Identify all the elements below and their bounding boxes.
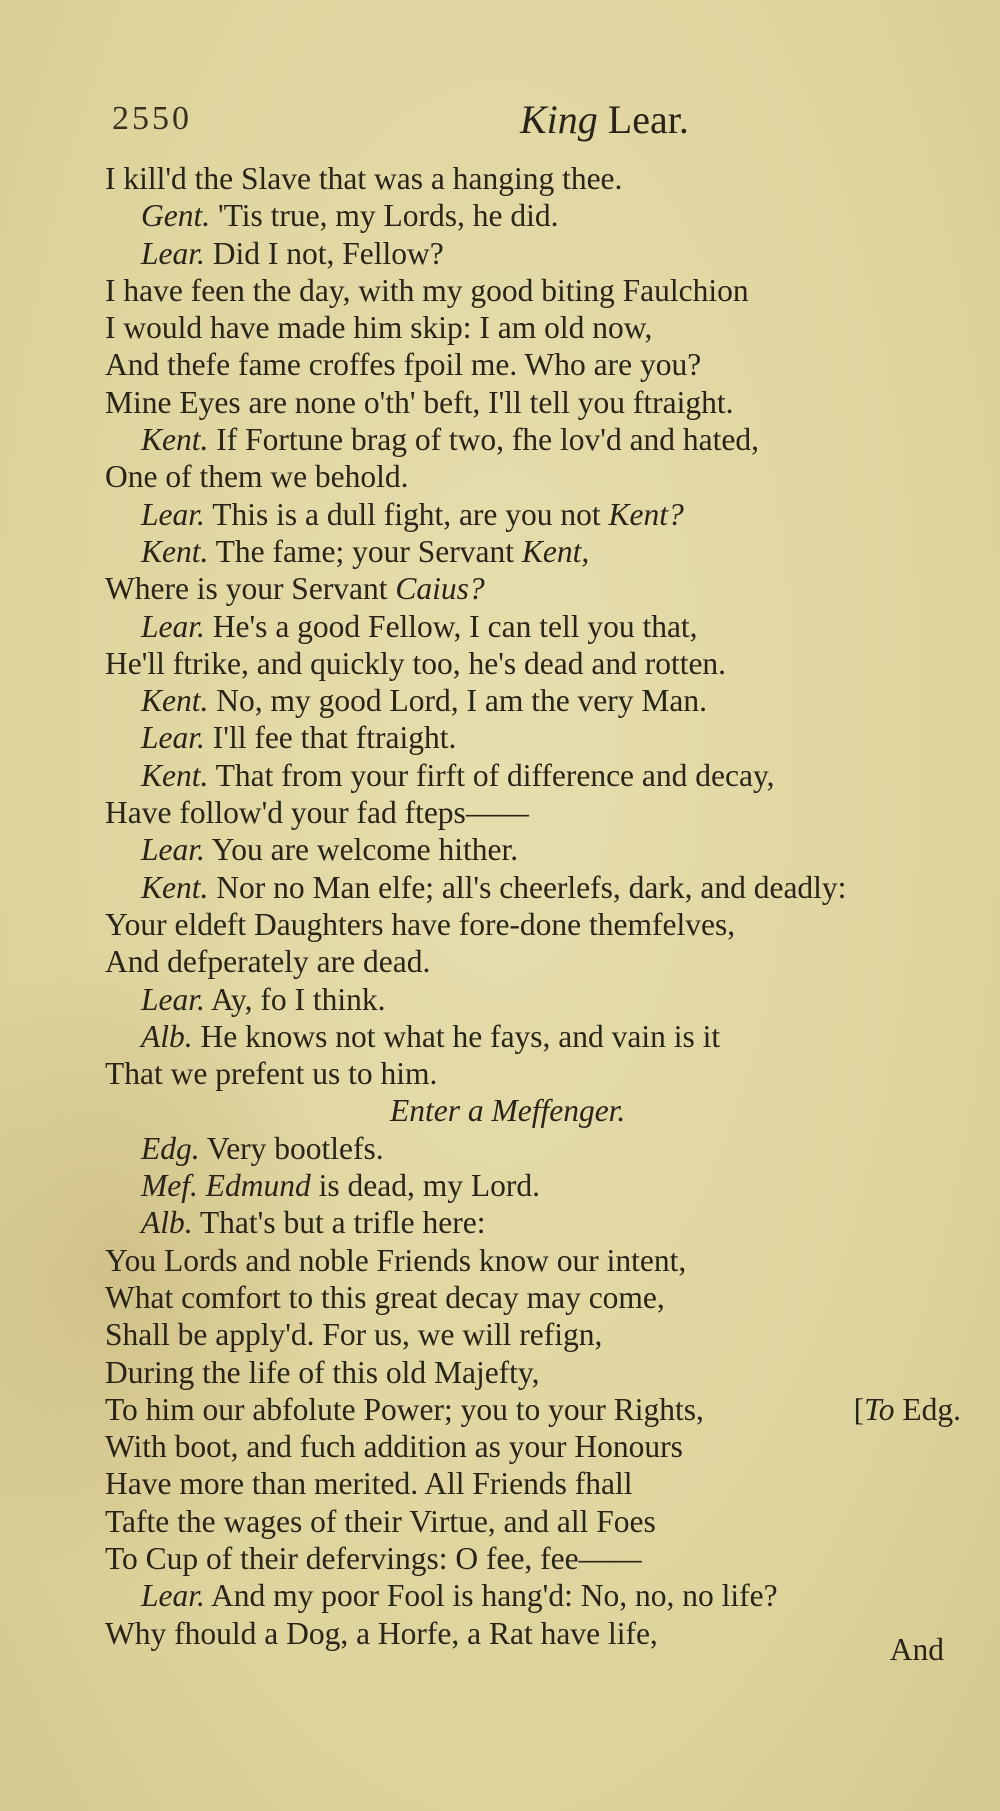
speech-line <box>105 1018 955 1055</box>
italic-name: Edmund <box>197 1168 311 1204</box>
line-text: He knows not what he fays, and vain is it <box>192 1018 721 1054</box>
line-text: Have follow'd your fad fteps—— <box>105 795 529 831</box>
line-text: is dead, my Lord. <box>310 1168 540 1204</box>
verse-line <box>105 1391 961 1428</box>
line-text: Shall be apply'd. For us, we will refign, <box>105 1317 603 1353</box>
line-text: No, my good Lord, I am the very Man. <box>208 683 708 719</box>
aside-direction <box>854 1391 961 1428</box>
speech-line <box>105 496 955 533</box>
speaker-name: Lear. <box>141 832 205 868</box>
verse-line <box>105 458 955 495</box>
line-text: 'Tis true, my Lords, he did. <box>210 198 559 234</box>
verse-line <box>105 645 955 682</box>
verse-line <box>105 1316 955 1353</box>
verse-line <box>105 1242 955 1279</box>
verse-line <box>105 1465 955 1502</box>
speaker-name: Lear. <box>141 981 205 1017</box>
verse-line <box>105 794 955 831</box>
speech-line <box>105 719 955 756</box>
line-text: That we prefent us to him. <box>105 1056 438 1092</box>
verse-line <box>105 906 955 943</box>
line-text: He's a good Fellow, I can tell you that, <box>204 608 698 644</box>
verse-line <box>105 1615 955 1652</box>
speaker-name: Gent. <box>141 198 211 234</box>
line-text: You Lords and noble Friends know our intent, <box>105 1242 687 1278</box>
line-text: With boot, and fuch addition as your Honours <box>105 1429 683 1465</box>
line-text: This is a dull fight, are you not <box>204 496 609 532</box>
line-text: To him our abfolute Power; you to your Rights, <box>105 1391 704 1427</box>
verse-line <box>105 1428 955 1465</box>
italic-name: Kent? <box>608 496 684 532</box>
speech-line <box>105 421 955 458</box>
line-text: To Cup of their defervings: O fee, fee—— <box>105 1540 642 1576</box>
play-text <box>105 160 961 1652</box>
line-text: Did I not, Fellow? <box>204 235 444 271</box>
line-text: He'll ftrike, and quickly too, he's dead and rotten. <box>105 645 727 681</box>
running-title <box>520 96 689 143</box>
speech-line <box>105 197 955 234</box>
verse-line <box>105 309 955 346</box>
verse-line <box>105 570 955 607</box>
line-text: And defperately are dead. <box>105 944 431 980</box>
speaker-name: Lear. <box>141 720 205 756</box>
line-text: Mine Eyes are none o'th' beft, I'll tell you ftraight. <box>105 384 734 420</box>
speech-line <box>105 1204 955 1241</box>
speaker-name: Lear. <box>141 235 205 271</box>
aside-bracket: [ <box>853 1391 865 1427</box>
line-text: Tafte the wages of their Virtue, and all Foes <box>105 1503 656 1539</box>
running-title-italic: King <box>520 97 598 142</box>
speaker-name: Mef. <box>141 1168 198 1204</box>
line-text: Nor no Man elfe; all's cheerlefs, dark, and deadly: <box>208 869 847 905</box>
line-text: The fame; your Servant <box>208 533 522 569</box>
verse-line <box>105 1279 955 1316</box>
speech-line <box>105 831 955 868</box>
speaker-name: Alb. <box>141 1205 193 1241</box>
line-text: I'll fee that ftraight. <box>204 720 457 756</box>
verse-line <box>105 1503 955 1540</box>
line-text: During the life of this old Majefty, <box>105 1354 540 1390</box>
speaker-name: Kent. <box>141 422 209 458</box>
speaker-name: Lear. <box>141 1578 205 1614</box>
speaker-name: Lear. <box>141 608 205 644</box>
line-text: What comfort to this great decay may come, <box>105 1279 665 1315</box>
speech-line <box>105 533 955 570</box>
speaker-name: Alb. <box>141 1018 193 1054</box>
line-text: Have more than merited. All Friends fhall <box>105 1466 633 1502</box>
speaker-name: Kent. <box>141 757 209 793</box>
speech-line <box>105 757 955 794</box>
line-text: I would have made him skip: I am old now, <box>105 310 653 346</box>
line-text: Your eldeft Daughters have fore-done themfelves, <box>105 906 736 942</box>
verse-line <box>105 1540 955 1577</box>
speaker-name: Kent. <box>141 869 209 905</box>
page-number: 2550 <box>112 100 192 137</box>
speaker-name: Lear. <box>141 496 205 532</box>
line-text: That from your firft of difference and decay, <box>208 757 775 793</box>
speaker-name: Kent. <box>141 533 209 569</box>
line-text: And thefe fame croffes fpoil me. Who are you? <box>105 347 702 383</box>
speech-line <box>105 608 955 645</box>
line-text: That's but a trifle here: <box>192 1205 486 1241</box>
speech-line <box>105 1577 955 1614</box>
line-text: Very bootlefs. <box>199 1130 384 1166</box>
line-text: I have feen the day, with my good biting Faulchion <box>105 272 749 308</box>
running-title-roman: Lear. <box>607 97 689 142</box>
speech-line <box>105 869 955 906</box>
page-header <box>112 96 942 154</box>
verse-line <box>105 346 955 383</box>
speech-line <box>105 1130 955 1167</box>
stage-direction <box>105 1092 955 1129</box>
verse-line <box>105 1055 955 1092</box>
speech-line <box>105 981 955 1018</box>
verse-line <box>105 943 955 980</box>
line-text: Why fhould a Dog, a Horfe, a Rat have life, <box>105 1615 658 1651</box>
verse-line <box>105 160 955 197</box>
speech-line <box>105 1167 955 1204</box>
line-text: Where is your Servant <box>105 571 396 607</box>
verse-line <box>105 384 955 421</box>
line-text: I kill'd the Slave that was a hanging thee. <box>105 161 623 196</box>
line-text: And my poor Fool is hang'd: No, no, no life? <box>204 1578 778 1614</box>
verse-line <box>105 1354 955 1391</box>
italic-name: Kent, <box>521 533 590 569</box>
speech-line <box>105 235 955 272</box>
aside-italic: To <box>864 1391 895 1427</box>
catchword: And <box>889 1632 944 1667</box>
stage-direction-text: Enter a Meffenger. <box>390 1093 626 1129</box>
speaker-name: Edg. <box>141 1130 200 1166</box>
speech-line <box>105 682 955 719</box>
verse-line <box>105 272 955 309</box>
line-text: Ay, fo I think. <box>204 981 386 1017</box>
aside-text: Edg. <box>894 1391 961 1427</box>
line-text: If Fortune brag of two, fhe lov'd and hated, <box>208 422 760 458</box>
line-text: One of them we behold. <box>105 459 409 495</box>
line-text: You are welcome hither. <box>204 832 519 868</box>
italic-name: Caius? <box>395 571 485 607</box>
speaker-name: Kent. <box>141 683 209 719</box>
